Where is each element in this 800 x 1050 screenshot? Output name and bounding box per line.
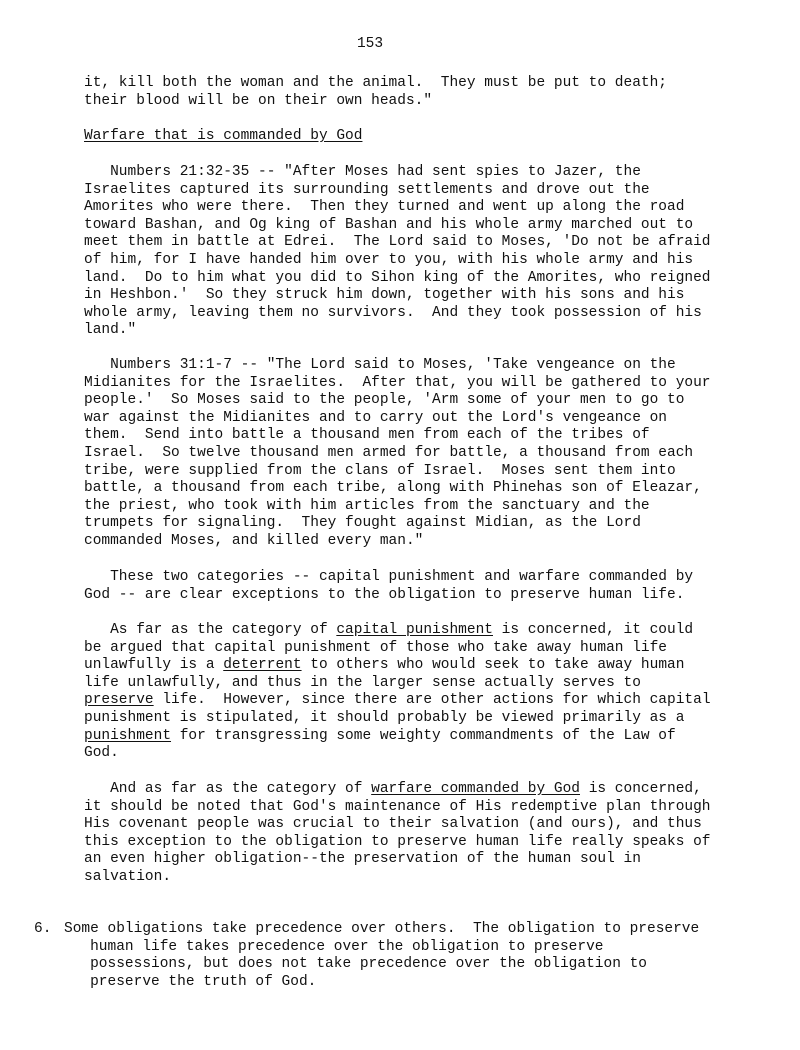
categories-paragraph	[84, 569, 744, 604]
text-line: whole army, leaving them no survivors. And they took possession of his	[84, 304, 702, 321]
underlined-term: deterrent	[223, 657, 302, 674]
text-line: their blood will be on their own heads."	[84, 92, 433, 109]
numbers-21-quote	[84, 164, 744, 340]
text-line: be argued that capital punishment of those who take away human life	[84, 639, 667, 656]
numbered-item-6	[34, 921, 744, 991]
text-line: God -- are clear exceptions to the obligation to preserve human life.	[84, 586, 685, 603]
text-line: Numbers 31:1-7 -- "The Lord said to Moses, 'Take vengeance on the	[84, 357, 676, 373]
text-line: Numbers 21:32-35 -- "After Moses had sent spies to Jazer, the	[84, 164, 641, 180]
text-line: God.	[84, 745, 119, 762]
text-line: These two categories -- capital punishment and warfare commanded by	[84, 569, 694, 585]
capital-punishment-paragraph	[84, 622, 744, 763]
text-segment: As far as the category of	[84, 622, 337, 638]
text-line: war against the Midianites and to carry out the Lord's vengeance on	[84, 409, 667, 426]
underlined-term: capital punishment	[336, 622, 493, 638]
text-line: His covenant people was crucial to their salvation (and ours), and thus	[84, 816, 702, 833]
text-segment: for transgressing some weighty commandments of the Law of	[171, 727, 676, 744]
text-line: trumpets for signaling. They fought against Midian, as the Lord	[84, 515, 641, 532]
text-segment: is concerned, it could	[492, 622, 694, 638]
text-line: human life takes precedence over the obligation to preserve	[64, 938, 604, 955]
text-segment: to others who would seek to take away human	[301, 657, 685, 674]
item-number: 6.	[34, 921, 52, 937]
text-line: punishment is stipulated, it should probably be viewed primarily as a	[84, 709, 685, 726]
text-line: an even higher obligation--the preservation of the human soul in	[84, 851, 641, 868]
text-line: preserve the truth of God.	[64, 973, 317, 990]
underlined-term: preserve	[84, 692, 154, 709]
text-segment: life. However, since there are other actions for which capital	[153, 692, 711, 709]
text-line: in Heshbon.' So they struck him down, together with his sons and his	[84, 287, 685, 304]
text-line: commanded Moses, and killed every man."	[84, 532, 424, 549]
text-line: battle, a thousand from each tribe, along with Phinehas son of Eleazar,	[84, 480, 702, 497]
text-line: it, kill both the woman and the animal. They must be put to death;	[84, 75, 667, 91]
heading-text: Warfare that is commanded by God	[84, 128, 363, 144]
text-segment: unlawfully is a	[84, 657, 224, 674]
continuation-paragraph	[84, 75, 744, 110]
numbers-31-quote	[84, 357, 744, 551]
text-line: land."	[84, 322, 137, 339]
page-number: 153	[356, 36, 384, 52]
text-line: people.' So Moses said to the people, 'Arm some of your men to go to	[84, 392, 685, 409]
text-line: toward Bashan, and Og king of Bashan and his whole army marched out to	[84, 216, 694, 233]
text-line: Some obligations take precedence over others. The obligation to preserve	[64, 921, 700, 937]
section-heading	[84, 128, 744, 146]
text-line: this exception to the obligation to preserve human life really speaks of	[84, 833, 711, 850]
text-line: Israelites captured its surrounding settlements and drove out the	[84, 181, 650, 198]
text-line: life unlawfully, and thus in the larger sense actually serves to	[84, 674, 641, 691]
text-line: meet them in battle at Edrei. The Lord said to Moses, 'Do not be afraid	[84, 234, 711, 251]
text-line: Israel. So twelve thousand men armed for battle, a thousand from each	[84, 444, 694, 461]
text-line: them. Send into battle a thousand men from each of the tribes of	[84, 427, 650, 444]
text-line: it should be noted that God's maintenance of His redemptive plan through	[84, 798, 711, 815]
text-line: the priest, who took with him articles from the sanctuary and the	[84, 497, 650, 514]
text-line: tribe, were supplied from the clans of Israel. Moses sent them into	[84, 462, 676, 479]
text-line: Amorites who were there. Then they turned and went up along the road	[84, 199, 685, 216]
text-line: salvation.	[84, 868, 172, 885]
text-line: of him, for I have handed him over to you, with his whole army and his	[84, 251, 694, 268]
item-text	[64, 921, 699, 991]
underlined-term: punishment	[84, 727, 172, 744]
text-line: possessions, but does not take precedence over the obligation to	[64, 956, 647, 973]
underlined-term: warfare commanded by God	[371, 781, 580, 797]
text-segment: And as far as the category of	[84, 781, 372, 797]
text-line: land. Do to him what you did to Sihon king of the Amorites, who reigned	[84, 269, 711, 286]
warfare-paragraph	[84, 781, 744, 887]
text-segment: is concerned,	[580, 781, 702, 797]
text-line: Midianites for the Israelites. After that, you will be gathered to your	[84, 374, 711, 391]
